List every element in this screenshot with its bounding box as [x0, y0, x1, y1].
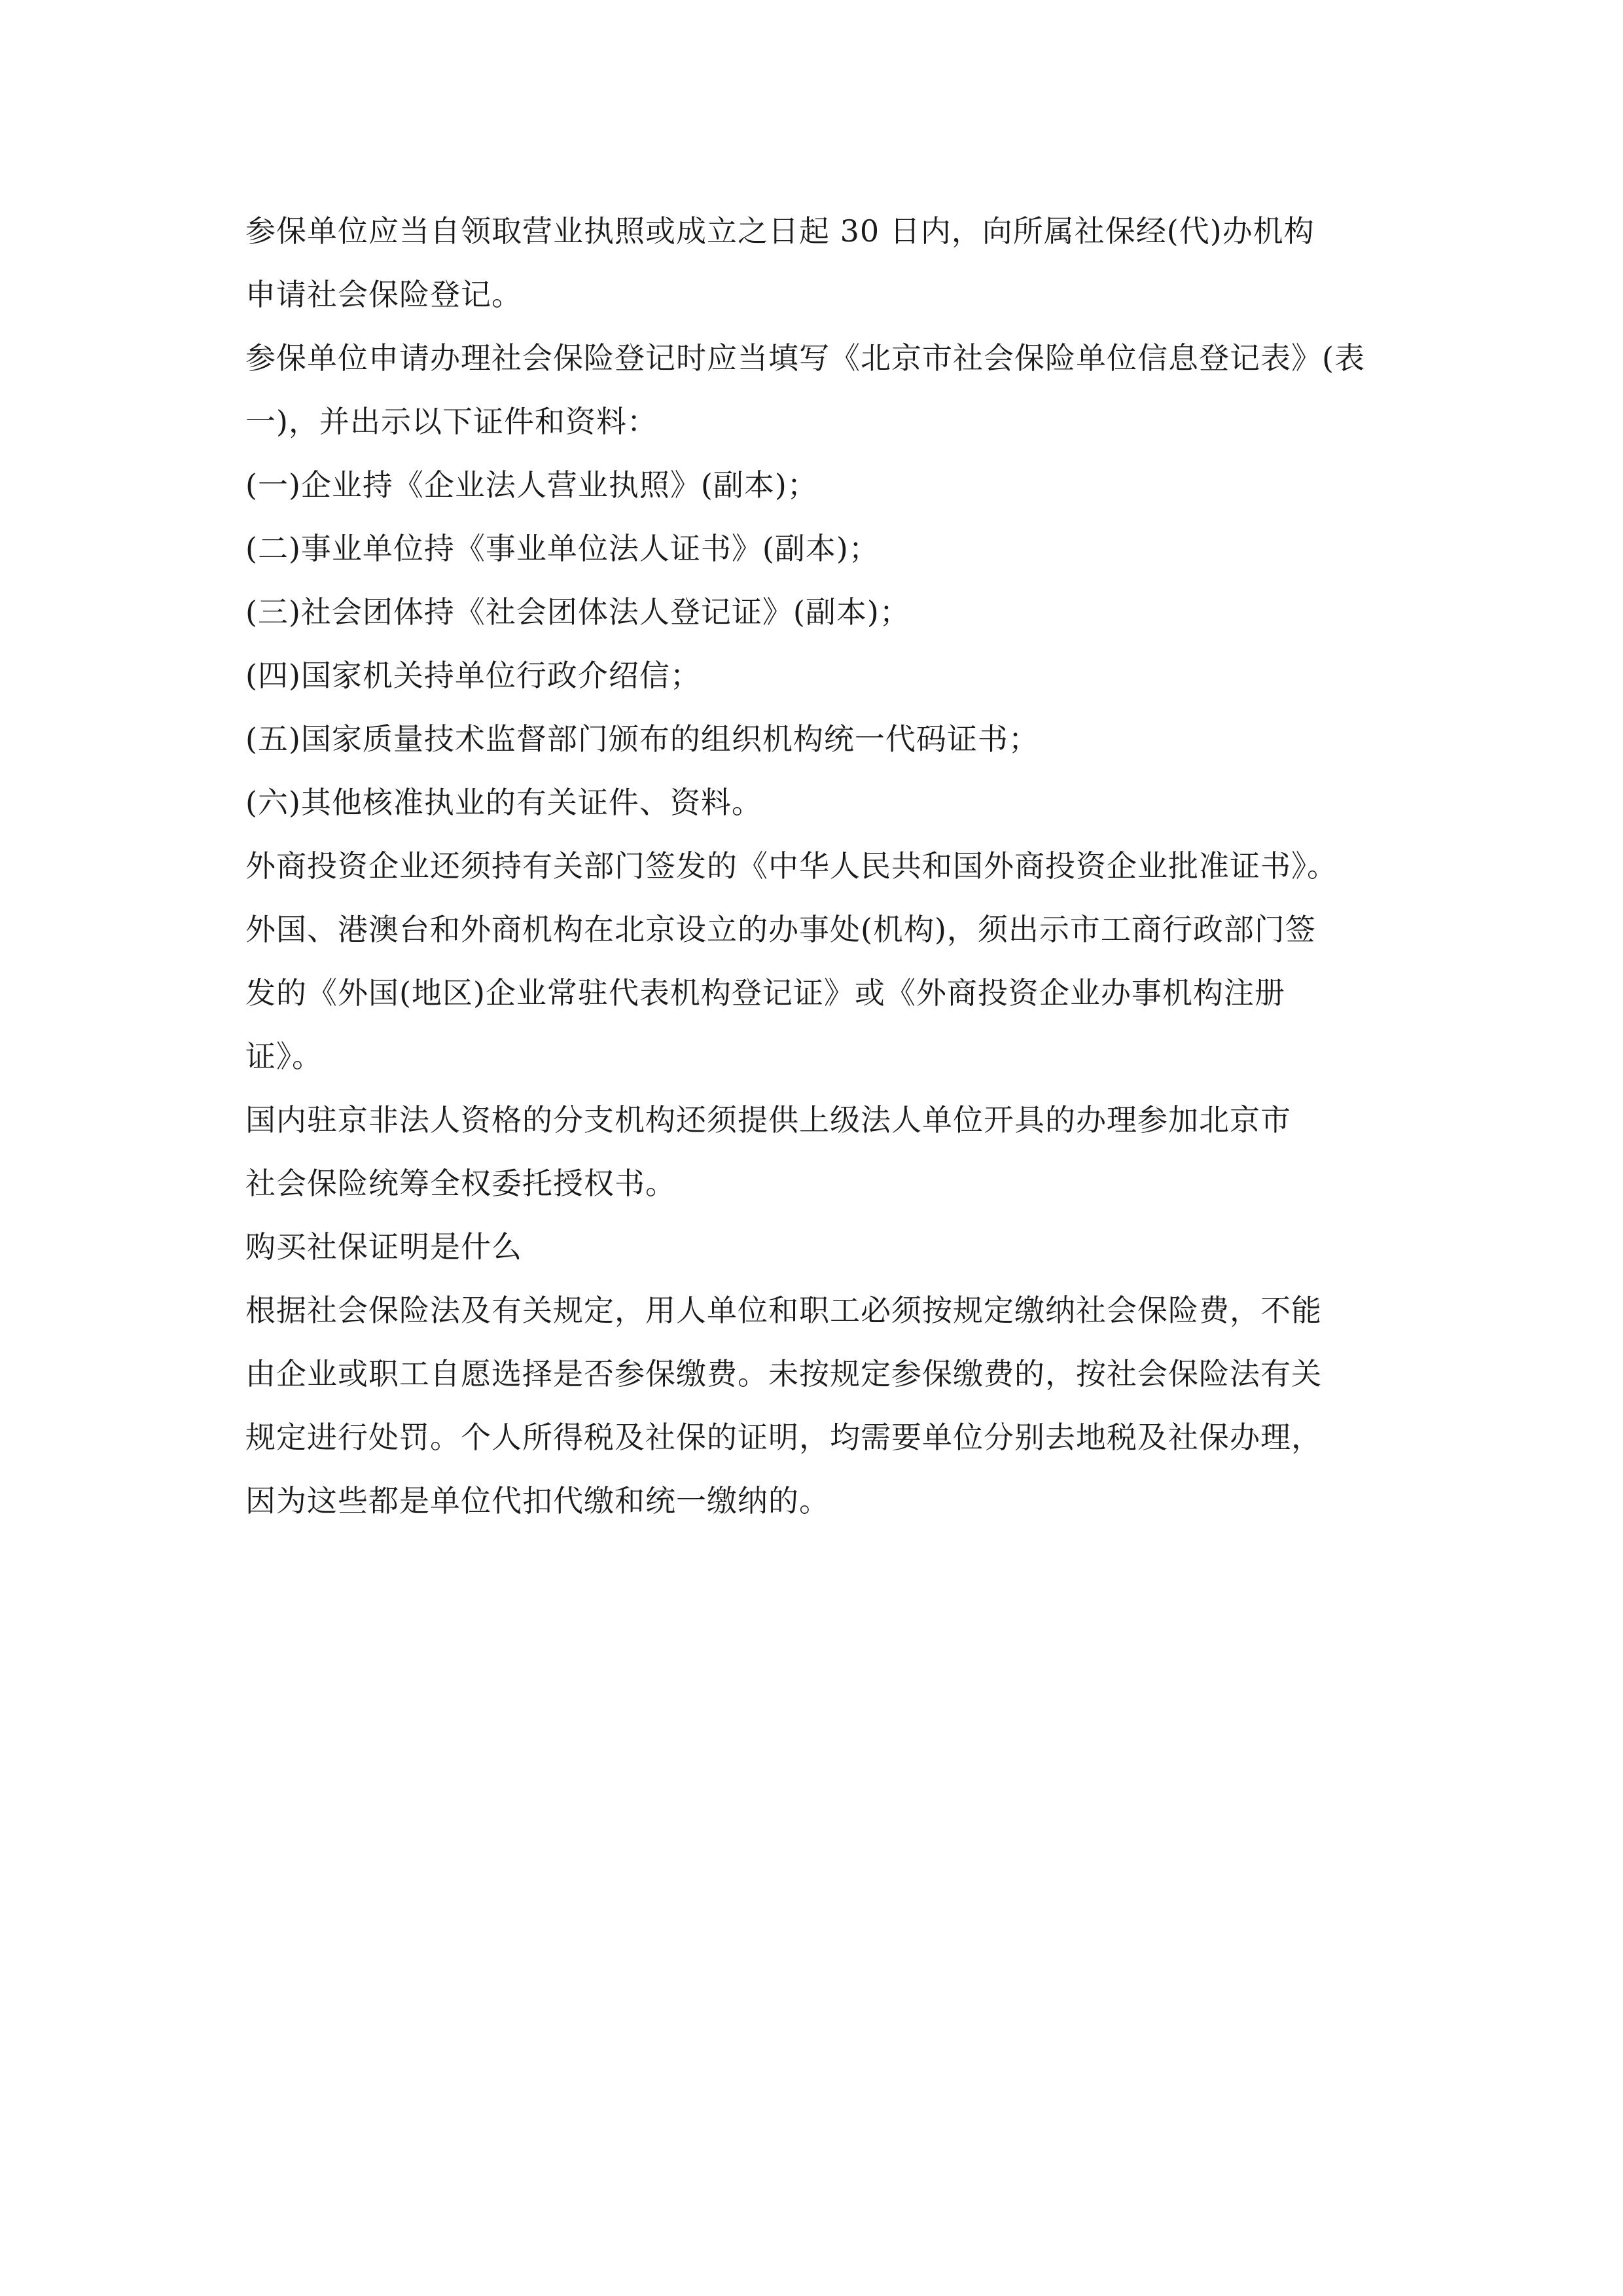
- paragraph-foreign-office: 外国、港澳台和外商机构在北京设立的办事处(机构)，须出示市工商行政部门签 发的《外国(地区)企业常驻代表机构登记证》或《外商投资企业办事机构注册 证》。: [245, 912, 1316, 1074]
- section-heading: 购买社保证明是什么: [245, 1229, 522, 1265]
- paragraph-registration-deadline: 参保单位应当自领取营业执照或成立之日起 30 日内，向所属社保经(代)办机构 申请社会保险登记。: [245, 213, 1315, 312]
- list-item-public-institution: (二)事业单位持《事业单位法人证书》(副本)；: [245, 531, 880, 566]
- list-item-other-documents: (六)其他核准执业的有关证件、资料。: [245, 785, 762, 820]
- list-item-social-group: (三)社会团体持《社会团体法人登记证》(副本)；: [245, 594, 910, 630]
- list-item-state-organ: (四)国家机关持单位行政介绍信；: [245, 658, 701, 693]
- paragraph-social-insurance-law: 根据社会保险法及有关规定，用人单位和职工必须按规定缴纳社会保险费，不能 由企业或职工自愿选择是否参保缴费。未按规定参保缴费的，按社会保险法有关 规定进行处罚。个人所得税及社保的证明，均需要单位分别去地税及社保办理， 因为这些都是单位代扣代缴和统一缴纳的。: [245, 1293, 1322, 1518]
- list-item-organization-code: (五)国家质量技术监督部门颁布的组织机构统一代码证书；: [245, 721, 1039, 757]
- paragraph-foreign-enterprise: 外商投资企业还须持有关部门签发的《中华人民共和国外商投资企业批准证书》。: [245, 848, 1338, 884]
- paragraph-registration-form: 参保单位申请办理社会保险登记时应当填写《北京市社会保险单位信息登记表》(表 一)，并出示以下证件和资料：: [245, 340, 1365, 439]
- paragraph-branch-authorization: 国内驻京非法人资格的分支机构还须提供上级法人单位开具的办理参加北京市 社会保险统筹全权委托授权书。: [245, 1102, 1291, 1201]
- document-body: [245, 200, 1404, 1533]
- list-item-enterprise: (一)企业持《企业法人营业执照》(副本)；: [245, 467, 818, 503]
